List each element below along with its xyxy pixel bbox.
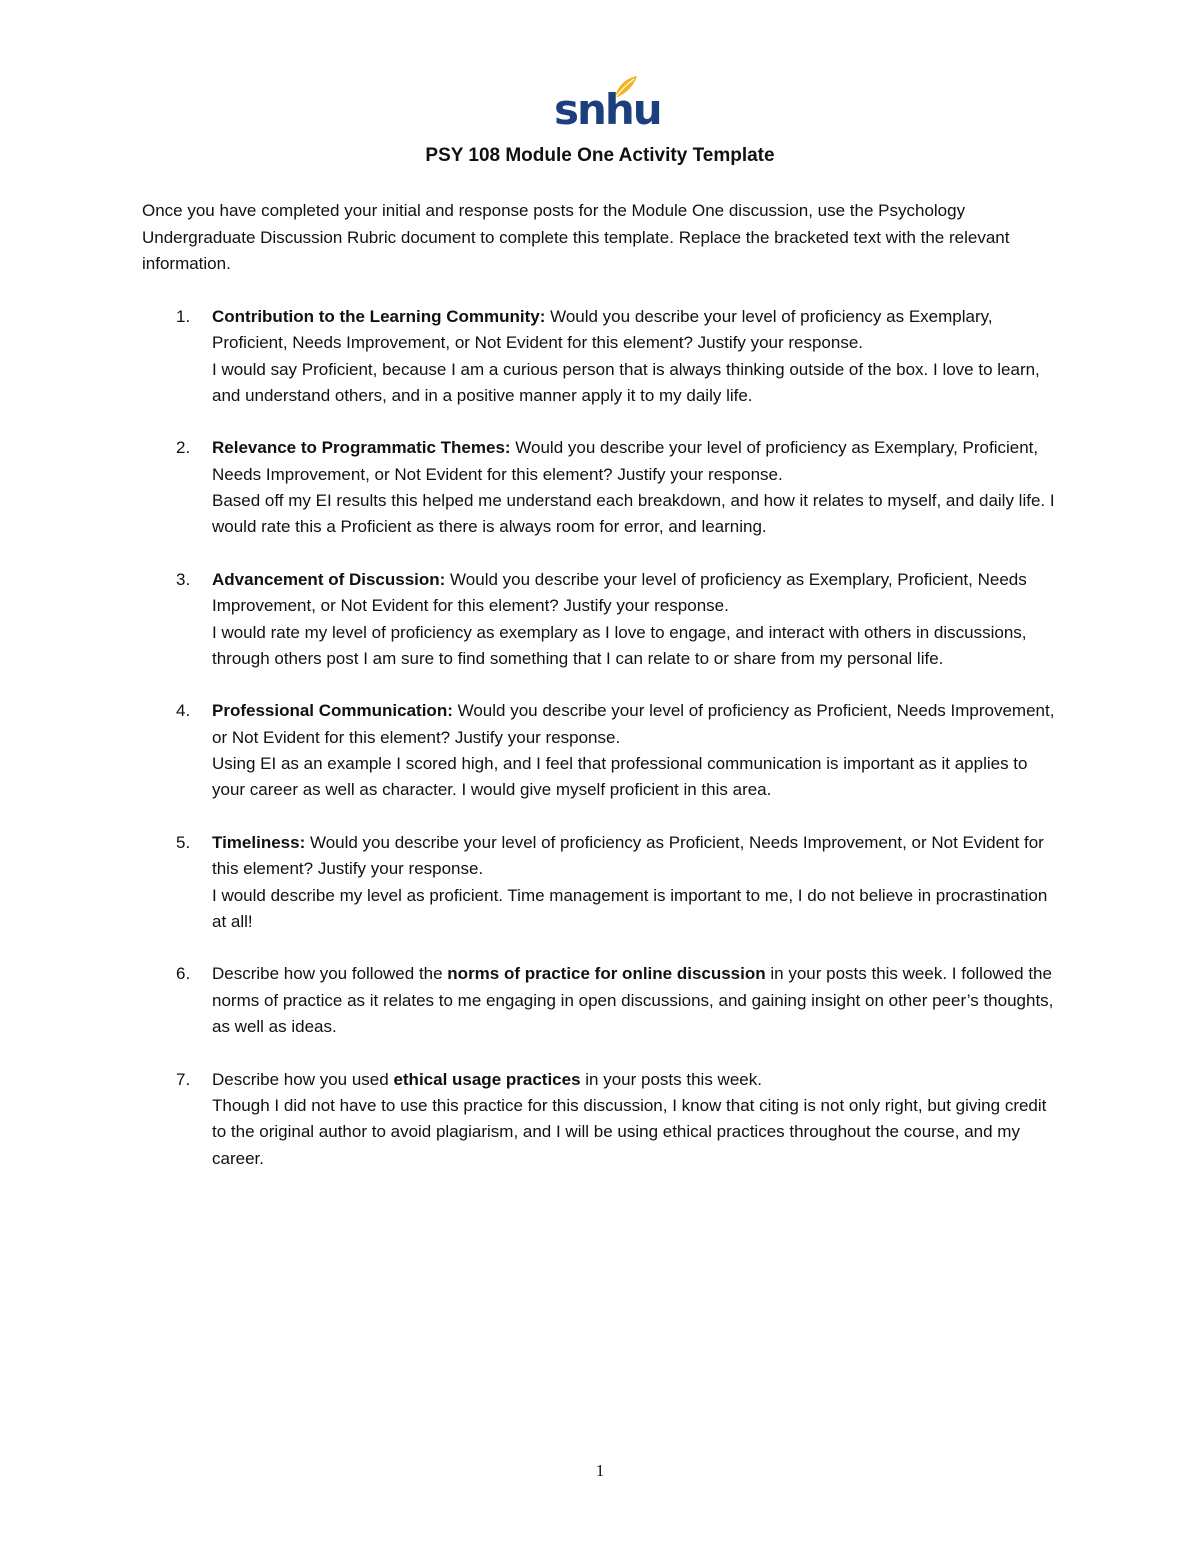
list-item bbox=[142, 698, 1062, 803]
item-prompt: Would you describe your level of proficiency as Exemplary, Proficient, Needs Improvement, or Not Evident for this element? Justify your response. bbox=[212, 569, 1027, 616]
item-number: 5. bbox=[176, 832, 191, 852]
item-label: Professional Communication: bbox=[212, 701, 453, 721]
item-prefix: Describe how you followed the bbox=[212, 964, 448, 984]
item-number: 3. bbox=[176, 569, 191, 589]
item-prompt: Would you describe your level of proficiency as Exemplary, Proficient, Needs Improvement, or Not Evident for this element? Justify your response. bbox=[212, 438, 1039, 484]
item-answer: Using EI as an example I scored high, and I feel that professional communication is important as it applies to your career as well as character. I would give myself proficient in this area. bbox=[212, 754, 1028, 800]
list-item bbox=[142, 961, 1062, 1040]
item-label: Advancement of Discussion: bbox=[212, 569, 446, 589]
item-prompt: Would you describe your level of proficiency as Proficient, Needs Improvement, or Not Evident for this element? Justify your response. bbox=[212, 701, 1055, 747]
document-title: PSY 108 Module One Activity Template bbox=[425, 145, 775, 166]
logo-wordmark: snhu bbox=[554, 85, 661, 134]
list-item bbox=[142, 304, 1062, 409]
item-label: Timeliness: bbox=[212, 832, 306, 852]
item-answer: Though I did not have to use this practice for this discussion, I know that citing is not only right, but giving credit to the original author to avoid plagiarism, and I will be using ethical practices throughout the course, and my career. bbox=[212, 1095, 1047, 1168]
list-item bbox=[142, 567, 1062, 672]
item-number: 2. bbox=[176, 438, 191, 458]
item-number: 1. bbox=[176, 307, 191, 326]
item-number: 4. bbox=[176, 701, 191, 721]
item-label: Contribution to the Learning Community: bbox=[212, 307, 546, 326]
list-item bbox=[142, 830, 1062, 935]
item-answer: Based off my EI results this helped me understand each breakdown, and how it relates to myself, and daily life. I would rate this a Proficient as there is always room for error, and learning. bbox=[212, 491, 1055, 537]
question-list bbox=[142, 304, 1062, 1198]
item-label: norms of practice for online discussion bbox=[447, 964, 766, 984]
item-number: 7. bbox=[176, 1069, 191, 1089]
item-prompt: in your posts this week. bbox=[580, 1069, 762, 1089]
item-prefix: Describe how you used bbox=[212, 1069, 394, 1089]
item-label: Relevance to Programmatic Themes: bbox=[212, 438, 511, 458]
list-item bbox=[142, 435, 1062, 540]
item-prompt: Would you describe your level of proficiency as Exemplary, Proficient, Needs Improvement, or Not Evident for this element? Justify your response. bbox=[212, 307, 993, 353]
item-number: 6. bbox=[176, 964, 191, 984]
page-number: 1 bbox=[595, 1461, 605, 1480]
item-prompt: Would you describe your level of proficiency as Proficient, Needs Improvement, or Not Evident for this element? Justify your response. bbox=[212, 832, 1044, 879]
snhu-logo bbox=[552, 72, 661, 134]
list-item bbox=[142, 1067, 1062, 1172]
item-answer: I would describe my level as proficient. Time management is important to me, I do not believe in procrastination at all! bbox=[212, 885, 1048, 931]
intro-paragraph: Once you have completed your initial and response posts for the Module One discussion, use the Psychology Undergraduate Discussion Rubric document to complete this template. Replace the bracketed text with the relevant information. bbox=[142, 201, 1010, 273]
item-answer: I would rate my level of proficiency as exemplary as I love to engage, and interact with others in discussions, through others post I am sure to find something that I can relate to or share from my personal life. bbox=[212, 622, 1027, 668]
item-label: ethical usage practices bbox=[393, 1069, 581, 1089]
item-prompt: in your posts this week. I followed the norms of practice as it relates to me engaging in open discussions, and gaining insight on other peer’s thoughts, as well as ideas. bbox=[212, 964, 1054, 1037]
item-answer: I would say Proficient, because I am a curious person that is always thinking outside of the box. I love to learn, and understand others, and in a positive manner apply it to my daily life. bbox=[212, 359, 1040, 405]
